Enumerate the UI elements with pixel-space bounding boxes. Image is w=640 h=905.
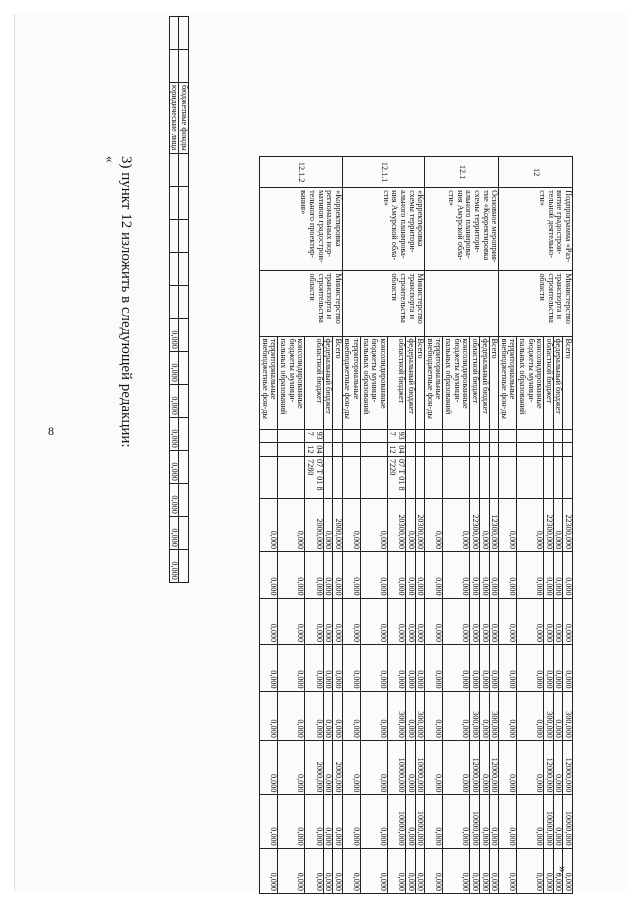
value-cell: 0,000 bbox=[553, 552, 563, 599]
section-code bbox=[406, 443, 416, 457]
value-cell: 0,000 bbox=[553, 498, 563, 551]
value-cell: 0,000 bbox=[342, 740, 360, 795]
value-cell: 300,000 bbox=[415, 691, 425, 740]
grbs-code bbox=[563, 429, 573, 443]
value-cell: 12000,000 bbox=[544, 740, 554, 795]
value-cell: 0,000 bbox=[406, 598, 416, 645]
executor-cell: Министерство транспорта и строительства области bbox=[342, 271, 424, 336]
target-article-code bbox=[360, 457, 387, 499]
value-cell: 10000,000 bbox=[470, 795, 480, 848]
value-cell: 0,000 bbox=[323, 691, 333, 740]
target-article-code bbox=[499, 457, 517, 499]
value-cell bbox=[179, 516, 189, 549]
section-code: 04 12 bbox=[305, 443, 323, 457]
value-cell: 0,000 bbox=[342, 848, 360, 893]
section-code bbox=[260, 443, 278, 457]
section-code: 04 12 bbox=[387, 443, 405, 457]
executor-cell bbox=[425, 271, 499, 336]
value-cell: 0,000 bbox=[169, 483, 179, 516]
target-article-code: 07 Т 01 8 7280 bbox=[305, 457, 323, 499]
value-cell: 0,000 bbox=[260, 740, 278, 795]
section-code bbox=[425, 443, 443, 457]
grbs-code bbox=[553, 429, 563, 443]
funding-source: Всего bbox=[415, 336, 425, 429]
blank-cell bbox=[169, 153, 179, 186]
value-cell: 0,000 bbox=[499, 848, 517, 893]
executor-cell: Министерство транспорта и строительства области bbox=[499, 271, 573, 336]
grbs-code bbox=[517, 429, 544, 443]
measure-name: «Корректировка региональных нор-мативов градострои-тельного проектир-вания» bbox=[260, 188, 342, 271]
value-cell: 0,000 bbox=[415, 848, 425, 893]
value-cell: 0,000 bbox=[443, 740, 470, 795]
row-number: 12.1.1 bbox=[342, 157, 424, 188]
value-cell: 0,000 bbox=[470, 598, 480, 645]
table-row bbox=[333, 157, 343, 894]
value-cell: 0,000 bbox=[387, 848, 405, 893]
value-cell: 0,000 bbox=[278, 598, 305, 645]
grbs-code bbox=[470, 429, 480, 443]
table-row bbox=[563, 157, 573, 894]
value-cell: 300,000 bbox=[563, 691, 573, 740]
value-cell: 0,000 bbox=[260, 795, 278, 848]
value-cell: 0,000 bbox=[517, 598, 544, 645]
value-cell: 0,000 bbox=[499, 795, 517, 848]
value-cell: 0,000 bbox=[563, 645, 573, 692]
value-cell: 0,000 bbox=[470, 848, 480, 893]
table-row bbox=[489, 157, 499, 894]
value-cell: 0,000 bbox=[563, 848, 573, 893]
section-code bbox=[333, 443, 343, 457]
value-cell: 0,000 bbox=[260, 691, 278, 740]
value-cell: 0,000 bbox=[260, 848, 278, 893]
previous-table-fragment bbox=[169, 16, 189, 583]
blank-cell bbox=[179, 219, 189, 252]
value-cell: 0,000 bbox=[169, 516, 179, 549]
value-cell: 12300,000 bbox=[489, 498, 499, 551]
value-cell: 0,000 bbox=[517, 498, 544, 551]
value-cell: 0,000 bbox=[333, 795, 343, 848]
blank-cell bbox=[179, 186, 189, 219]
funding-source: областной бюджет bbox=[470, 336, 480, 429]
value-cell: 0,000 bbox=[443, 848, 470, 893]
blank-cell bbox=[179, 17, 189, 50]
value-cell: 0,000 bbox=[499, 498, 517, 551]
value-cell: 0,000 bbox=[415, 645, 425, 692]
value-cell: 0,000 bbox=[553, 598, 563, 645]
grbs-code bbox=[415, 429, 425, 443]
value-cell: 0,000 bbox=[443, 498, 470, 551]
value-cell: 0,000 bbox=[425, 498, 443, 551]
target-article-code bbox=[323, 457, 333, 499]
value-cell: 0,000 bbox=[470, 645, 480, 692]
value-cell: 0,000 bbox=[169, 318, 179, 351]
value-cell: 0,000 bbox=[342, 645, 360, 692]
value-cell: 0,000 bbox=[479, 498, 489, 551]
target-article-code bbox=[544, 457, 554, 499]
value-cell: 20300,000 bbox=[387, 498, 405, 551]
value-cell: 0,000 bbox=[406, 645, 416, 692]
funding-source: федеральный бюджет bbox=[406, 336, 416, 429]
target-article-code bbox=[517, 457, 544, 499]
value-cell: 10000,000 bbox=[563, 795, 573, 848]
value-cell: 0,000 bbox=[360, 552, 387, 599]
value-cell bbox=[179, 549, 189, 582]
value-cell: 0,000 bbox=[470, 552, 480, 599]
value-cell: 0,000 bbox=[499, 740, 517, 795]
value-cell bbox=[179, 384, 189, 417]
value-cell: 0,000 bbox=[305, 795, 323, 848]
funding-source: Всего bbox=[333, 336, 343, 429]
table-row bbox=[179, 17, 189, 583]
value-cell: 0,000 bbox=[333, 645, 343, 692]
grbs-code bbox=[342, 429, 360, 443]
value-cell: 0,000 bbox=[305, 691, 323, 740]
value-cell: 10000,000 bbox=[415, 740, 425, 795]
value-cell: 0,000 bbox=[553, 848, 563, 893]
value-cell: 22300,000 bbox=[544, 498, 554, 551]
grbs-code bbox=[360, 429, 387, 443]
value-cell: 20300,000 bbox=[415, 498, 425, 551]
funding-source: областной бюджет bbox=[305, 336, 323, 429]
value-cell: 0,000 bbox=[169, 417, 179, 450]
value-cell: 0,000 bbox=[479, 740, 489, 795]
value-cell: 22300,000 bbox=[563, 498, 573, 551]
value-cell: 0,000 bbox=[406, 848, 416, 893]
value-cell: 0,000 bbox=[415, 552, 425, 599]
value-cell: 0,000 bbox=[387, 598, 405, 645]
row-number: 12 bbox=[499, 157, 573, 188]
section-code bbox=[553, 443, 563, 457]
value-cell bbox=[179, 483, 189, 516]
value-cell: 0,000 bbox=[323, 795, 333, 848]
value-cell: 0,000 bbox=[517, 691, 544, 740]
section-code bbox=[342, 443, 360, 457]
blank-cell bbox=[169, 50, 179, 83]
measure-name: Основное мероприя-тие «Корректировка схемы территори-ального планирова-ния Амурской обла-сти» bbox=[425, 188, 499, 271]
value-cell: 0,000 bbox=[415, 598, 425, 645]
value-cell: 0,000 bbox=[278, 795, 305, 848]
target-article-code bbox=[563, 457, 573, 499]
section-code bbox=[278, 443, 305, 457]
value-cell: 0,000 bbox=[406, 552, 416, 599]
value-cell: 0,000 bbox=[169, 549, 179, 582]
value-cell: 0,000 bbox=[479, 552, 489, 599]
value-cell: 0,000 bbox=[563, 552, 573, 599]
value-cell: 0,000 bbox=[489, 848, 499, 893]
value-cell: 0,000 bbox=[360, 645, 387, 692]
target-article-code bbox=[443, 457, 470, 499]
value-cell: 10000,000 bbox=[387, 795, 405, 848]
value-cell: 0,000 bbox=[342, 552, 360, 599]
value-cell: 0,000 bbox=[489, 645, 499, 692]
value-cell: 0,000 bbox=[169, 384, 179, 417]
value-cell: 2000,000 bbox=[333, 498, 343, 551]
value-cell: 0,000 bbox=[278, 848, 305, 893]
value-cell: 0,000 bbox=[425, 552, 443, 599]
value-cell: 0,000 bbox=[499, 645, 517, 692]
value-cell: 300,000 bbox=[387, 691, 405, 740]
funding-source: консолидированные бюджеты муници-пальных образований bbox=[443, 336, 470, 429]
value-cell: 0,000 bbox=[425, 691, 443, 740]
value-cell: 0,000 bbox=[260, 498, 278, 551]
value-cell: 0,000 bbox=[323, 552, 333, 599]
value-cell: 0,000 bbox=[360, 848, 387, 893]
section-code bbox=[499, 443, 517, 457]
section-code bbox=[415, 443, 425, 457]
value-cell: 0,000 bbox=[278, 498, 305, 551]
executor-cell: Министерство транспорта и строительства области bbox=[260, 271, 342, 336]
target-article-code bbox=[415, 457, 425, 499]
value-cell: 0,000 bbox=[443, 691, 470, 740]
value-cell: 0,000 bbox=[406, 498, 416, 551]
value-cell: 2000,000 bbox=[305, 498, 323, 551]
target-article-code bbox=[333, 457, 343, 499]
value-cell: 0,000 bbox=[278, 552, 305, 599]
value-cell: 0,000 bbox=[323, 740, 333, 795]
grbs-code: 93 7 bbox=[305, 429, 323, 443]
value-cell: 0,000 bbox=[499, 598, 517, 645]
value-cell: 12000,000 bbox=[563, 740, 573, 795]
blank-cell bbox=[169, 252, 179, 285]
value-cell: 0,000 bbox=[360, 598, 387, 645]
value-cell: 0,000 bbox=[333, 552, 343, 599]
value-cell: 10000,000 bbox=[544, 795, 554, 848]
row-number: 12.1 bbox=[425, 157, 499, 188]
value-cell: 0,000 bbox=[489, 598, 499, 645]
grbs-code bbox=[260, 429, 278, 443]
value-cell: 300,000 bbox=[470, 691, 480, 740]
value-cell: 0,000 bbox=[479, 598, 489, 645]
value-cell: 0,000 bbox=[425, 795, 443, 848]
value-cell: 10000,000 bbox=[415, 795, 425, 848]
value-cell: 0,000 bbox=[499, 691, 517, 740]
funding-source: консолидированные бюджеты муници-пальных образований bbox=[278, 336, 305, 429]
grbs-code bbox=[544, 429, 554, 443]
target-article-code bbox=[489, 457, 499, 499]
value-cell: 0,000 bbox=[333, 848, 343, 893]
rotated-document bbox=[89, 14, 579, 894]
value-cell: 12000,000 bbox=[489, 740, 499, 795]
funding-source: федеральный бюджет bbox=[323, 336, 333, 429]
grbs-code bbox=[333, 429, 343, 443]
target-article-code: 07 Т 01 8 7220 bbox=[387, 457, 405, 499]
value-cell: 0,000 bbox=[544, 552, 554, 599]
value-cell: 0,000 bbox=[406, 795, 416, 848]
funding-source: Всего bbox=[489, 336, 499, 429]
target-article-code bbox=[479, 457, 489, 499]
measure-name: «Корректировка схемы территори-ального планирова-ния Амурской обла-сти» bbox=[342, 188, 424, 271]
value-cell: 0,000 bbox=[305, 645, 323, 692]
opening-quote: « bbox=[103, 156, 118, 163]
target-article-code bbox=[406, 457, 416, 499]
value-cell: 0,000 bbox=[305, 552, 323, 599]
target-article-code bbox=[470, 457, 480, 499]
blank-cell bbox=[179, 285, 189, 318]
value-cell: 0,000 bbox=[517, 740, 544, 795]
value-cell: 0,000 bbox=[443, 598, 470, 645]
section-code bbox=[479, 443, 489, 457]
value-cell: 0,000 bbox=[489, 552, 499, 599]
value-cell: 2000,000 bbox=[333, 740, 343, 795]
value-cell: 0,000 bbox=[479, 795, 489, 848]
section-code bbox=[489, 443, 499, 457]
page-number: 8 bbox=[48, 424, 54, 438]
section-code bbox=[323, 443, 333, 457]
target-article-code bbox=[278, 457, 305, 499]
value-cell: 0,000 bbox=[305, 848, 323, 893]
value-cell: 0,000 bbox=[360, 691, 387, 740]
section-code bbox=[443, 443, 470, 457]
value-cell: 0,000 bbox=[342, 691, 360, 740]
table-row bbox=[415, 157, 425, 894]
blank-cell bbox=[179, 50, 189, 83]
value-cell: 0,000 bbox=[479, 691, 489, 740]
value-cell: 0,000 bbox=[517, 795, 544, 848]
value-cell: 0,000 bbox=[333, 598, 343, 645]
value-cell: 0,000 bbox=[169, 450, 179, 483]
funding-source: территориальные внебюджетные фон-ды bbox=[260, 336, 278, 429]
target-article-code bbox=[553, 457, 563, 499]
grbs-code bbox=[489, 429, 499, 443]
value-cell: 0,000 bbox=[553, 645, 563, 692]
value-cell: 0,000 bbox=[443, 795, 470, 848]
value-cell: 0,000 bbox=[499, 552, 517, 599]
funding-source: областной бюджет bbox=[387, 336, 405, 429]
value-cell: 0,000 bbox=[443, 552, 470, 599]
amendment-heading: 3) пункт 12 изложить в следующей редакции: bbox=[118, 156, 134, 448]
value-cell: 0,000 bbox=[342, 795, 360, 848]
value-cell: 300,000 bbox=[544, 691, 554, 740]
value-cell: 0,000 bbox=[563, 598, 573, 645]
blank-cell bbox=[169, 17, 179, 50]
value-cell: 12000,000 bbox=[470, 740, 480, 795]
closing-quote: ». bbox=[556, 866, 571, 876]
value-cell bbox=[179, 351, 189, 384]
value-cell: 0,000 bbox=[323, 645, 333, 692]
value-cell bbox=[179, 450, 189, 483]
funding-source: территориальные внебюджетные фон-ды bbox=[499, 336, 517, 429]
value-cell: 0,000 bbox=[406, 740, 416, 795]
value-cell: 0,000 bbox=[360, 740, 387, 795]
section-code bbox=[563, 443, 573, 457]
blank-cell bbox=[179, 153, 189, 186]
value-cell: 22300,000 bbox=[470, 498, 480, 551]
funding-source: территориальные внебюджетные фон-ды bbox=[425, 336, 443, 429]
value-cell: 0,000 bbox=[260, 645, 278, 692]
value-cell: 0,000 bbox=[278, 740, 305, 795]
section-code bbox=[360, 443, 387, 457]
value-cell: 10000,000 bbox=[387, 740, 405, 795]
value-cell: 0,000 bbox=[278, 645, 305, 692]
value-cell: 0,000 bbox=[305, 598, 323, 645]
value-cell: 0,000 bbox=[425, 740, 443, 795]
grbs-code bbox=[278, 429, 305, 443]
value-cell: 0,000 bbox=[489, 795, 499, 848]
grbs-code bbox=[479, 429, 489, 443]
grbs-code bbox=[323, 429, 333, 443]
value-cell: 0,000 bbox=[425, 848, 443, 893]
section-code bbox=[517, 443, 544, 457]
value-cell: 0,000 bbox=[387, 552, 405, 599]
blank-cell bbox=[179, 252, 189, 285]
value-cell: 0,000 bbox=[387, 645, 405, 692]
section-code bbox=[544, 443, 554, 457]
value-cell: 0,000 bbox=[260, 598, 278, 645]
value-cell: 0,000 bbox=[544, 645, 554, 692]
value-cell: 0,000 bbox=[553, 740, 563, 795]
blank-cell bbox=[169, 186, 179, 219]
funding-source: областной бюджет bbox=[544, 336, 554, 429]
grbs-code bbox=[499, 429, 517, 443]
blank-cell bbox=[169, 219, 179, 252]
value-cell: 0,000 bbox=[544, 598, 554, 645]
funding-source: Всего bbox=[563, 336, 573, 429]
target-article-code bbox=[260, 457, 278, 499]
table-row bbox=[169, 17, 179, 583]
funding-source: консолидированные бюджеты муници-пальных образований bbox=[517, 336, 544, 429]
value-cell: 0,000 bbox=[360, 498, 387, 551]
source-cell: юридические лица bbox=[169, 83, 179, 154]
value-cell: 0,000 bbox=[278, 691, 305, 740]
target-article-code bbox=[342, 457, 360, 499]
grbs-code: 93 7 bbox=[387, 429, 405, 443]
value-cell: 0,000 bbox=[553, 795, 563, 848]
value-cell bbox=[179, 318, 189, 351]
blank-cell bbox=[169, 285, 179, 318]
grbs-code bbox=[443, 429, 470, 443]
section-code bbox=[470, 443, 480, 457]
value-cell: 0,000 bbox=[425, 645, 443, 692]
value-cell: 0,000 bbox=[517, 645, 544, 692]
funding-source: федеральный бюджет bbox=[553, 336, 563, 429]
value-cell: 0,000 bbox=[479, 848, 489, 893]
value-cell: 0,000 bbox=[333, 691, 343, 740]
measure-name: Подпрограмма «Раз-витие градострои-тельной деятельно-сти» bbox=[499, 188, 573, 271]
value-cell: 0,000 bbox=[443, 645, 470, 692]
value-cell: 0,000 bbox=[544, 848, 554, 893]
value-cell: 2000,000 bbox=[305, 740, 323, 795]
grbs-code bbox=[406, 429, 416, 443]
row-number: 12.1.2 bbox=[260, 157, 342, 188]
value-cell: 0,000 bbox=[342, 498, 360, 551]
value-cell: 0,000 bbox=[169, 351, 179, 384]
value-cell: 0,000 bbox=[406, 691, 416, 740]
value-cell: 0,000 bbox=[479, 645, 489, 692]
funding-source: консолидированные бюджеты муници-пальных образований bbox=[360, 336, 387, 429]
source-cell: бюджетные фонды bbox=[179, 83, 189, 154]
value-cell: 300,000 bbox=[489, 691, 499, 740]
value-cell: 0,000 bbox=[553, 691, 563, 740]
value-cell bbox=[179, 417, 189, 450]
funding-source: федеральный бюджет bbox=[479, 336, 489, 429]
value-cell: 0,000 bbox=[425, 598, 443, 645]
funding-table bbox=[259, 156, 573, 894]
value-cell: 0,000 bbox=[260, 552, 278, 599]
value-cell: 0,000 bbox=[360, 795, 387, 848]
value-cell: 0,000 bbox=[517, 848, 544, 893]
value-cell: 0,000 bbox=[342, 598, 360, 645]
value-cell: 0,000 bbox=[323, 848, 333, 893]
target-article-code bbox=[425, 457, 443, 499]
value-cell: 0,000 bbox=[517, 552, 544, 599]
value-cell: 0,000 bbox=[323, 598, 333, 645]
grbs-code bbox=[425, 429, 443, 443]
funding-source: территориальные внебюджетные фон-ды bbox=[342, 336, 360, 429]
value-cell: 0,000 bbox=[323, 498, 333, 551]
